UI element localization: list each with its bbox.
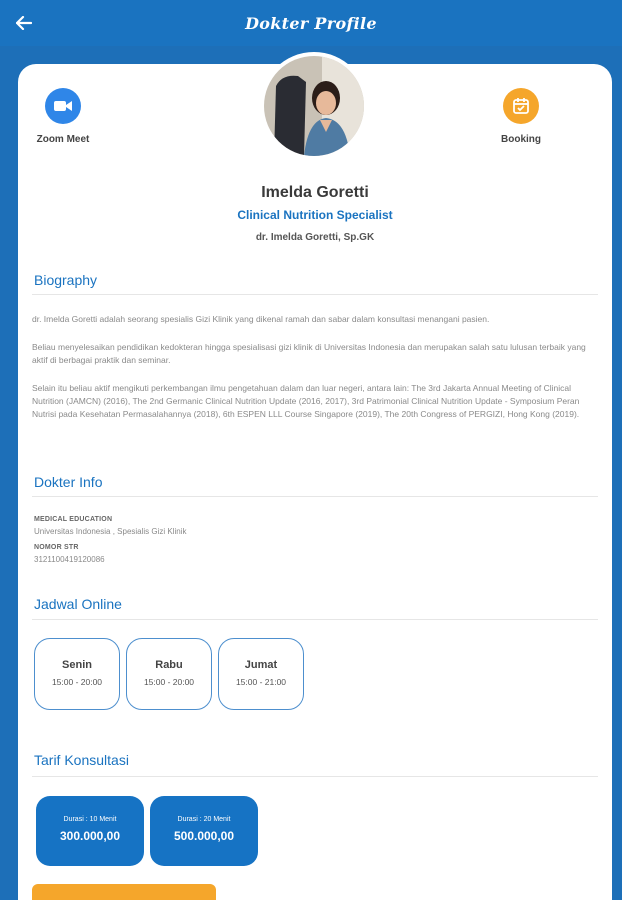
calendar-check-icon [503,88,539,124]
info-value: Universitas Indonesia , Spesialis Gizi Klinik [34,527,187,536]
doctor-photo [264,56,364,156]
biography-paragraph: dr. Imelda Goretti adalah seorang spesialis Gizi Klinik yang dikenal ramah dan sabar dalam konsultasi menangani pasien. [32,314,490,324]
tariff-duration: Durasi : 20 Menit [177,816,231,823]
divider [32,294,598,295]
doctor-info-title: Dokter Info [34,474,103,490]
schedule-title: Jadwal Online [34,596,122,612]
schedule-time: 15:00 - 20:00 [143,677,195,687]
schedule-day-card[interactable] [126,638,212,710]
booking-button[interactable] [476,88,566,145]
divider [32,776,598,777]
info-value: 3121100419120086 [34,555,105,564]
zoom-meet-button[interactable] [18,88,108,145]
tariff-card[interactable] [150,796,258,866]
biography-title: Biography [34,272,98,288]
info-label: MEDICAL EDUCATION [34,516,113,523]
divider [32,619,598,620]
info-label: NOMOR STR [34,544,79,551]
tariff-price: 500.000,00 [173,829,235,843]
tariff-card[interactable] [36,796,144,866]
schedule-time: 15:00 - 20:00 [51,677,103,687]
doctor-name: Imelda Goretti [261,184,369,201]
back-button[interactable] [10,10,38,36]
app-header [0,0,622,46]
consult-button[interactable] [32,884,216,900]
schedule-day: Jumat [244,659,278,671]
booking-label: Booking [501,134,541,145]
tariff-price: 300.000,00 [59,829,121,843]
tariff-duration: Durasi : 10 Menit [63,816,117,823]
avatar [260,52,368,160]
arrow-left-icon [16,16,32,30]
schedule-day: Rabu [155,659,183,671]
schedule-day-card[interactable] [218,638,304,710]
schedule-day: Senin [62,659,92,671]
doctor-full-name: dr. Imelda Goretti, Sp.GK [255,232,375,243]
zoom-meet-label: Zoom Meet [36,134,90,145]
page-title: Dokter Profile [245,13,377,33]
video-camera-icon [45,88,81,124]
tariff-title: Tarif Konsultasi [34,752,129,768]
doctor-specialty: Clinical Nutrition Specialist [237,208,393,222]
biography-paragraph: Beliau menyelesaikan pendidikan kedokteran hingga spesialisasi gizi klinik di Universitas Indonesia dan merupakan salah satu lulusan terbaik yang aktif di berbagai praktik dan seminar. [32,342,586,365]
divider [32,496,598,497]
schedule-day-card[interactable] [34,638,120,710]
schedule-time: 15:00 - 21:00 [235,677,287,687]
biography-paragraph: Selain itu beliau aktif mengikuti perkembangan ilmu pengetahuan dalam dan luar negeri, antara lain: The 3rd Jakarta Annual Meeting of Clinical Nutrition (JAMCN) (2016), The 2nd Germanic Clinical Nutrition Update (2016, 2017), 3rd Patrimonial Clinical Nutrition Update - Symposium Peran Nutrisi pada Kesehatan Permasalahannya (2018), 6th ESPEN LLL Course Singapore (2019), The 20th Congress of PERGIZI, Hong Kong (2019). [32,383,580,419]
profile-card [18,64,612,900]
